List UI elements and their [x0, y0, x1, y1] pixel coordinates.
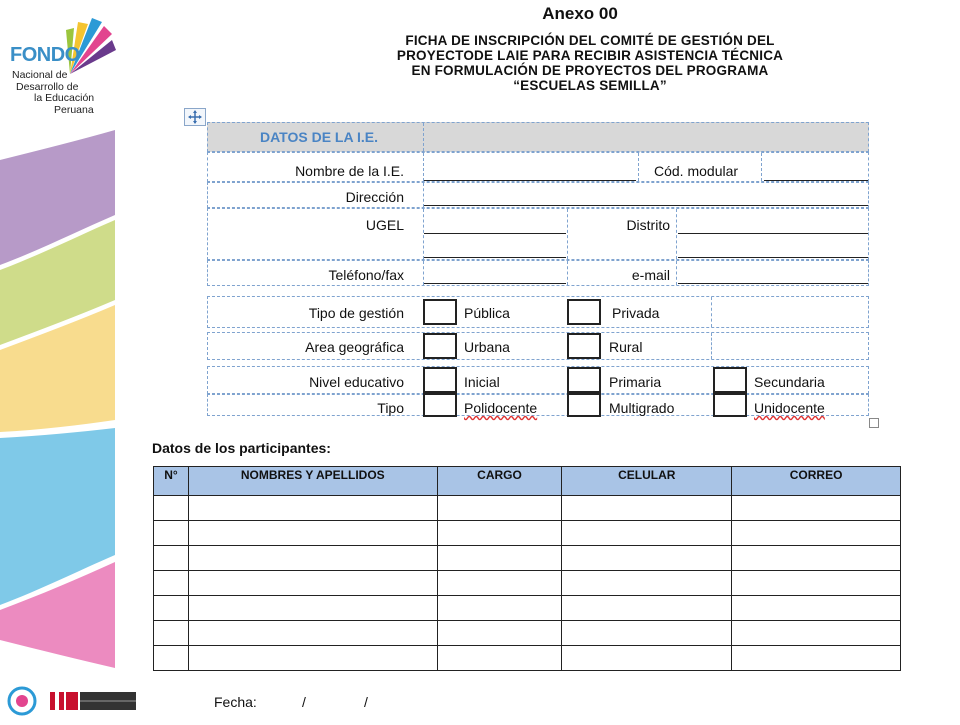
label-inicial: Inicial [464, 374, 500, 390]
date-separator: / [364, 694, 368, 710]
nombre-input[interactable] [424, 180, 636, 181]
table-cell[interactable] [188, 621, 437, 646]
label-secundaria: Secundaria [754, 374, 825, 390]
row-tipo [207, 394, 869, 416]
ministry-logo-icon [6, 686, 138, 716]
table-cell[interactable] [188, 521, 437, 546]
table-row [154, 646, 901, 671]
label-cod-modular: Cód. modular [654, 163, 739, 179]
label-unidocente: Unidocente [754, 400, 825, 416]
table-row [154, 546, 901, 571]
participants-table [153, 466, 901, 671]
table-cell[interactable] [732, 596, 901, 621]
label-polidocente: Polidocente [464, 400, 538, 416]
distrito-input[interactable] [678, 233, 868, 234]
row-nivel [207, 366, 869, 394]
header-nombres: NOMBRES Y APELLIDOS [188, 467, 437, 496]
urbana-checkbox[interactable] [423, 333, 457, 359]
label-primaria: Primaria [609, 374, 662, 390]
table-cell[interactable] [154, 646, 189, 671]
direccion-input[interactable] [424, 205, 868, 206]
cod-modular-input[interactable] [764, 180, 868, 181]
table-row [154, 621, 901, 646]
logo-line: Desarrollo de [16, 80, 79, 93]
label-email: e-mail [631, 267, 670, 283]
label-multigrado: Multigrado [609, 400, 675, 416]
ministry-logos [6, 686, 138, 716]
section-title: DATOS DE LA I.E. [260, 129, 378, 145]
row-nombre [207, 152, 869, 182]
table-cell[interactable] [562, 546, 732, 571]
table-cell[interactable] [188, 546, 437, 571]
table-cell[interactable] [188, 571, 437, 596]
label-nivel: Nivel educativo [309, 374, 404, 390]
table-cell[interactable] [562, 596, 732, 621]
table-cell[interactable] [437, 646, 562, 671]
email-input[interactable] [678, 283, 868, 284]
row-ugel [207, 208, 869, 260]
label-privada: Privada [612, 305, 660, 321]
label-tipo: Tipo [377, 400, 404, 416]
telefono-input[interactable] [424, 283, 566, 284]
label-publica: Pública [464, 305, 510, 321]
table-cell[interactable] [732, 646, 901, 671]
table-cell[interactable] [154, 596, 189, 621]
row-area [207, 332, 869, 360]
table-cell[interactable] [437, 596, 562, 621]
fondo-logo [8, 14, 118, 126]
inicial-checkbox[interactable] [423, 367, 457, 393]
table-cell[interactable] [562, 646, 732, 671]
table-cell[interactable] [732, 546, 901, 571]
row-tipo-gestion [207, 296, 869, 328]
table-cell[interactable] [154, 621, 189, 646]
table-cell[interactable] [154, 496, 189, 521]
label-tipo-gestion: Tipo de gestión [308, 305, 404, 321]
doc-title-line: PROYECTODE LAIE PARA RECIBIR ASISTENCIA TÉCNICA [396, 48, 784, 63]
label-rural: Rural [609, 339, 643, 355]
header-cargo: CARGO [437, 467, 562, 496]
table-row [154, 596, 901, 621]
secundaria-checkbox[interactable] [713, 367, 747, 393]
label-urbana: Urbana [464, 339, 510, 355]
polidocente-checkbox[interactable] [423, 393, 457, 417]
section-header-row [207, 122, 869, 152]
table-cell[interactable] [437, 521, 562, 546]
label-area: Area geográfica [305, 339, 404, 355]
logo-subtitle [12, 70, 94, 116]
table-cell[interactable] [188, 496, 437, 521]
table-cell[interactable] [437, 571, 562, 596]
distrito-input-2[interactable] [678, 257, 868, 258]
table-row [154, 571, 901, 596]
table-cell[interactable] [562, 521, 732, 546]
logo-line: la Educación [34, 92, 95, 104]
doc-title-line: “ESCUELAS SEMILLA” [513, 78, 667, 93]
table-cell[interactable] [154, 521, 189, 546]
publica-checkbox[interactable] [423, 299, 457, 325]
table-cell[interactable] [437, 496, 562, 521]
unidocente-checkbox[interactable] [713, 393, 747, 417]
label-direccion: Dirección [345, 189, 404, 205]
table-cell[interactable] [437, 546, 562, 571]
label-telefono: Teléfono/fax [328, 267, 404, 283]
move-icon [185, 109, 205, 125]
ugel-input-2[interactable] [424, 257, 566, 258]
table-cell[interactable] [732, 571, 901, 596]
logo-line: Nacional de [12, 69, 68, 81]
table-cell[interactable] [154, 546, 189, 571]
table-cell[interactable] [188, 596, 437, 621]
table-header-row [154, 467, 901, 496]
table-cell[interactable] [732, 621, 901, 646]
header-celular: CELULAR [562, 467, 732, 496]
row-direccion [207, 182, 869, 208]
table-resize-handle[interactable] [869, 418, 879, 428]
doc-title-line: EN FORMULACIÓN DE PROYECTOS DEL PROGRAMA [411, 63, 769, 78]
header-correo: CORREO [732, 467, 901, 496]
ugel-input[interactable] [424, 233, 566, 234]
privada-checkbox[interactable] [567, 299, 601, 325]
annex-title: Anexo 00 [542, 4, 618, 23]
doc-title-line: FICHA DE INSCRIPCIÓN DEL COMITÉ DE GESTIÓN DEL [405, 33, 775, 48]
primaria-checkbox[interactable] [567, 367, 601, 393]
date-separator: / [302, 694, 306, 710]
table-cell[interactable] [154, 571, 189, 596]
table-row [154, 496, 901, 521]
table-cell[interactable] [188, 646, 437, 671]
logo-brand: FONDO [10, 44, 80, 66]
label-nombre: Nombre de la I.E. [295, 163, 404, 179]
table-cell[interactable] [732, 521, 901, 546]
table-cell[interactable] [437, 621, 562, 646]
table-row [154, 521, 901, 546]
label-ugel: UGEL [365, 217, 404, 233]
label-distrito: Distrito [626, 217, 670, 233]
rural-checkbox[interactable] [567, 333, 601, 359]
table-move-handle[interactable] [184, 108, 206, 126]
logo-line: Peruana [54, 103, 94, 116]
table-cell[interactable] [562, 496, 732, 521]
row-telefono [207, 260, 869, 286]
table-cell[interactable] [562, 621, 732, 646]
fecha-label: Fecha: [214, 694, 257, 710]
table-cell[interactable] [732, 496, 901, 521]
header-number: N° [154, 467, 189, 496]
table-cell[interactable] [562, 571, 732, 596]
multigrado-checkbox[interactable] [567, 393, 601, 417]
participants-title: Datos de los participantes: [152, 440, 331, 456]
